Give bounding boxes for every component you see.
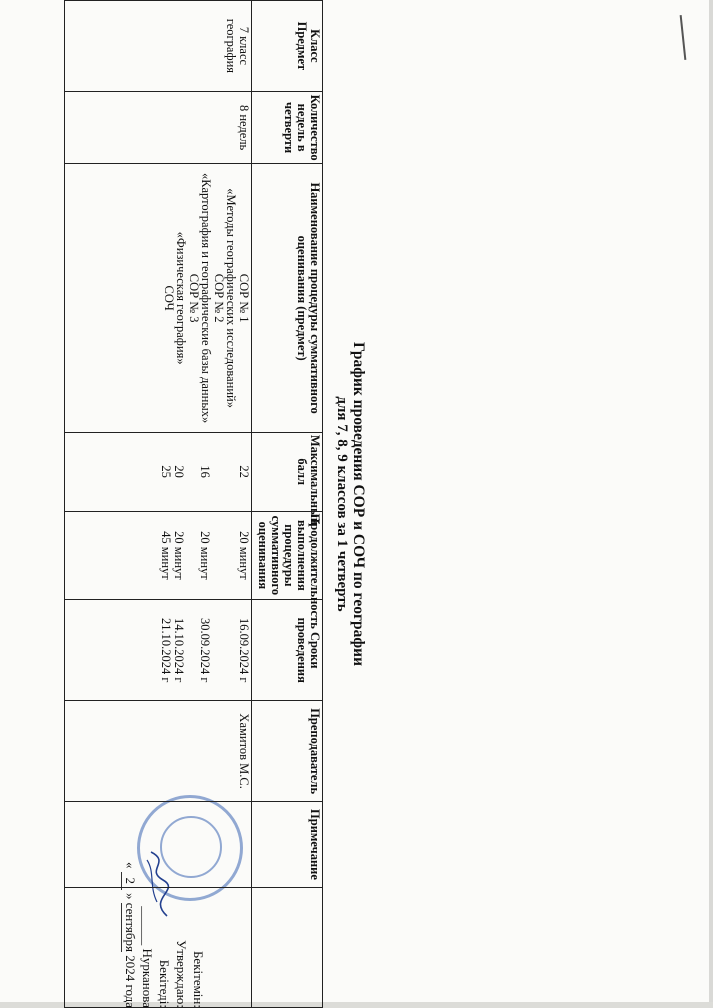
procedure-item: «Методы географических исследований»	[224, 188, 239, 408]
header-max-score: Максимальный балл	[252, 432, 323, 511]
cell-extra	[65, 887, 252, 1007]
approval-date: « 2 » сентября 2024 года	[123, 861, 138, 1008]
header-teacher: Преподаватель	[252, 701, 323, 802]
approval-day: 2	[121, 872, 139, 890]
procedure-item: «Картография и географические базы данных»	[199, 173, 214, 424]
cell-teacher: Хамитов М.С.	[65, 701, 252, 802]
cell-weeks: 8 недель	[65, 91, 252, 164]
approval-signer-name: Нурканова	[140, 948, 155, 1008]
cell-max-scores: 22 16 20 25	[65, 432, 252, 511]
approval-line-1: Бекітемін:	[191, 950, 206, 1008]
header-procedure: Наименование процедуры суммативного оценивания (предмет)	[252, 164, 323, 432]
header-dates: Сроки проведения	[252, 600, 323, 701]
title-line-1: График проведения СОР и СОЧ по географии	[350, 341, 367, 667]
approval-line-3: Бекітеді:	[157, 959, 172, 1008]
procedure-item: СОЧ	[162, 285, 176, 311]
table-row	[65, 1, 252, 1008]
header-duration: Продолжительность выполнения процедуры суммативного оценивания	[252, 511, 323, 600]
header-class: Класс Предмет	[252, 1, 323, 92]
approval-year: 2024 года	[123, 955, 138, 1008]
cell-note	[65, 802, 252, 888]
table-header-row	[252, 1, 323, 1008]
cell-procedures	[65, 164, 252, 432]
procedure-item: СОР № 3	[187, 273, 201, 323]
procedure-item: СОР № 2	[212, 273, 226, 323]
approval-line-2: Утверждаю:	[174, 940, 189, 1008]
page-title	[333, 0, 367, 1008]
cell-class: 7 класс география	[65, 1, 252, 92]
approval-signer: ______ Нурканова	[140, 906, 155, 1008]
procedure-item: «Физическая география»	[174, 231, 189, 365]
cell-durations: 20 минут 20 минут 20 минут 45 минут	[65, 511, 252, 600]
cell-dates: 16.09.2024 г 30.09.2024 г 14.10.2024 г 21.10.2024 г	[65, 600, 252, 701]
title-line-2: для 7, 8, 9 классов за 1 четверть	[334, 396, 350, 612]
procedure-item: СОР № 1	[237, 273, 251, 323]
schedule-table	[64, 0, 323, 1008]
approval-month: сентября	[123, 902, 138, 952]
header-extra	[252, 887, 323, 1007]
header-note: Примечание	[252, 802, 323, 888]
header-weeks: Количество недель в четверти	[252, 91, 323, 164]
